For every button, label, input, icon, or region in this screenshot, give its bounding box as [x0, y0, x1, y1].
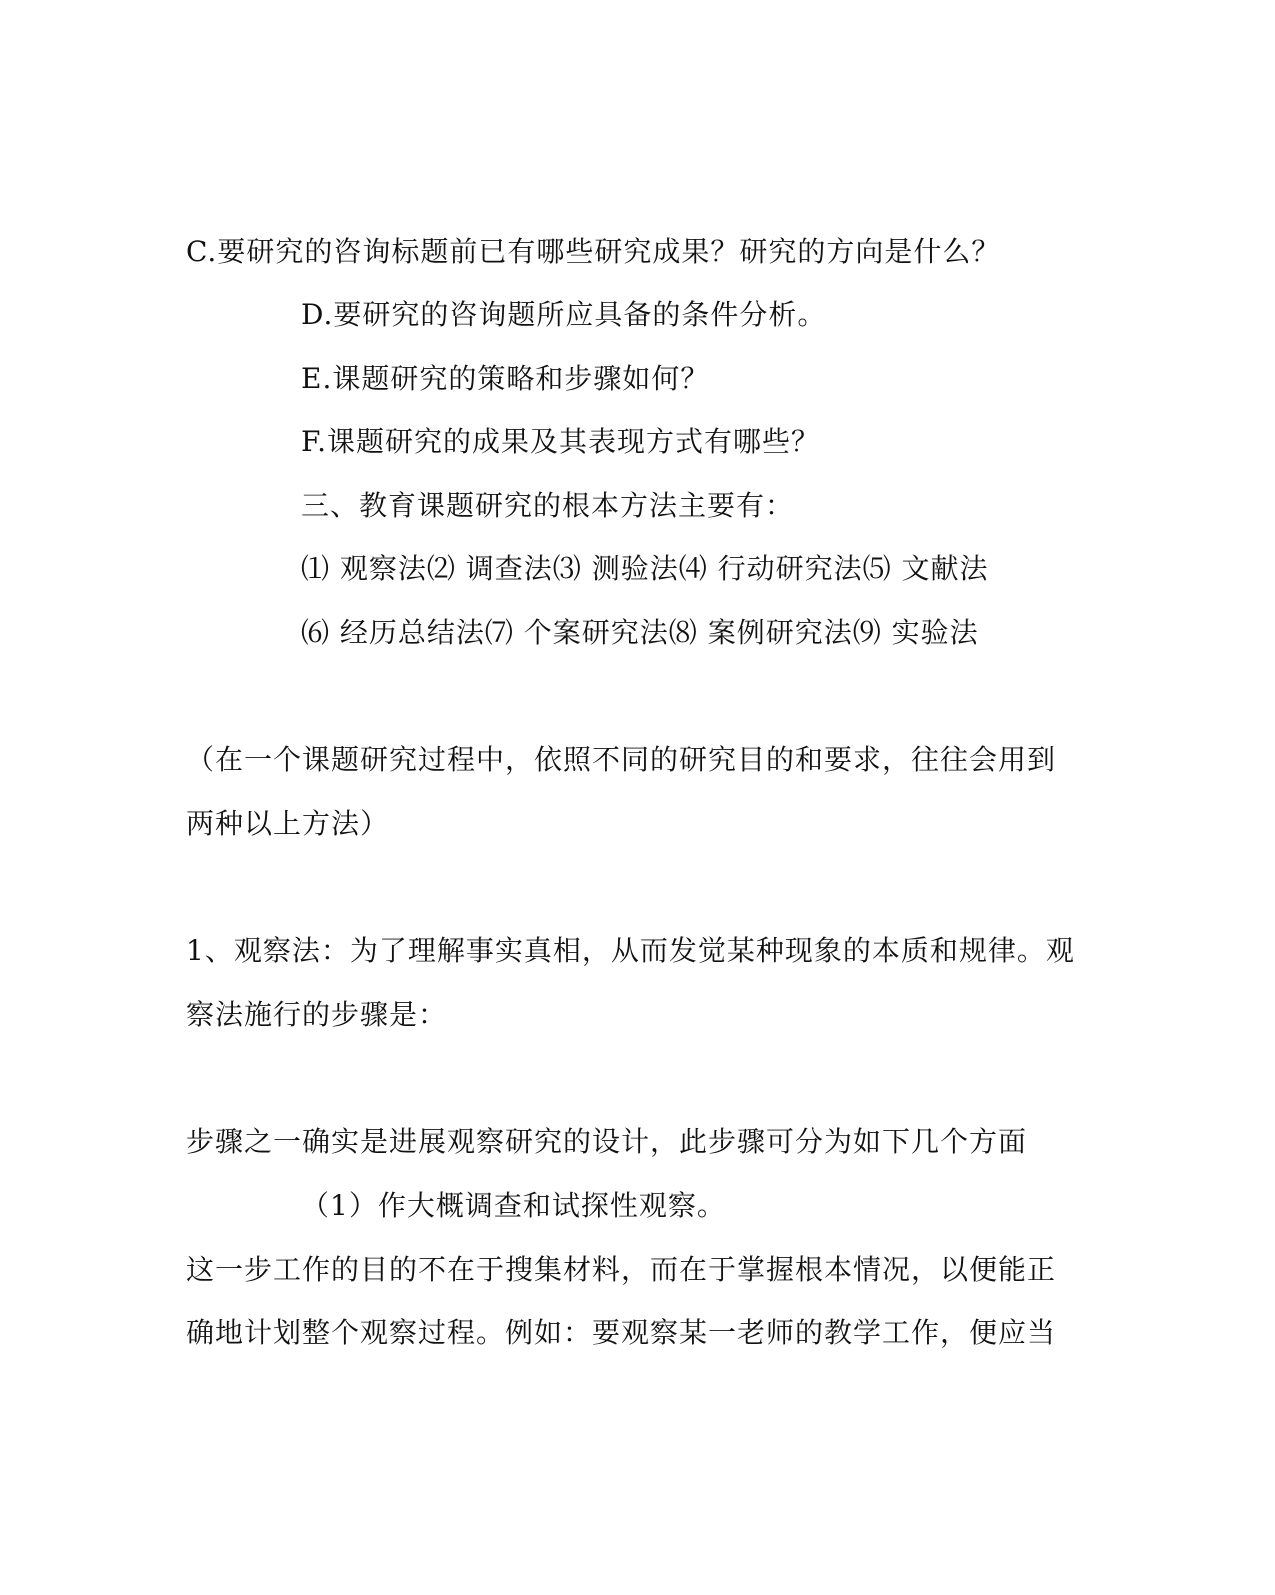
text-line-f: F.课题研究的成果及其表现方式有哪些？ — [301, 425, 820, 458]
step-one-paragraph: 步骤之一确实是进展观察研究的设计，此步骤可分为如下几个方面 — [186, 1125, 1028, 1158]
text-line-e: E.课题研究的策略和步骤如何？ — [301, 362, 710, 395]
observation-paragraph-line-2: 察法施行的步骤是： — [186, 998, 448, 1031]
section-heading-methods: 三、教育课题研究的根本方法主要有： — [301, 489, 795, 522]
methods-list-line-1: ⑴ 观察法⑵ 调查法⑶ 测验法⑷ 行动研究法⑸ 文献法 — [301, 552, 989, 585]
explanation-paragraph-line-1: 这一步工作的目的不在于搜集材料，而在于掌握根本情况，以便能正 — [186, 1253, 1057, 1286]
observation-paragraph-line-1: 1、观察法：为了理解事实真相，从而发觉某种现象的本质和规律。观 — [186, 934, 1075, 967]
note-paragraph-line-1: （在一个课题研究过程中，依照不同的研究目的和要求，往往会用到 — [186, 743, 1057, 776]
explanation-paragraph-line-2: 确地计划整个观察过程。例如：要观察某一老师的教学工作，便应当 — [186, 1316, 1057, 1349]
text-line-d: D.要研究的咨询题所应具备的条件分析。 — [301, 298, 827, 331]
note-paragraph-line-2: 两种以上方法） — [186, 807, 390, 840]
text-line-c: C.要研究的咨询标题前已有哪些研究成果？研究的方向是什么？ — [186, 235, 1001, 268]
sub-step-1: （1）作大概调查和试探性观察。 — [301, 1189, 726, 1222]
methods-list-line-2: ⑹ 经历总结法⑺ 个案研究法⑻ 案例研究法⑼ 实验法 — [301, 616, 979, 649]
